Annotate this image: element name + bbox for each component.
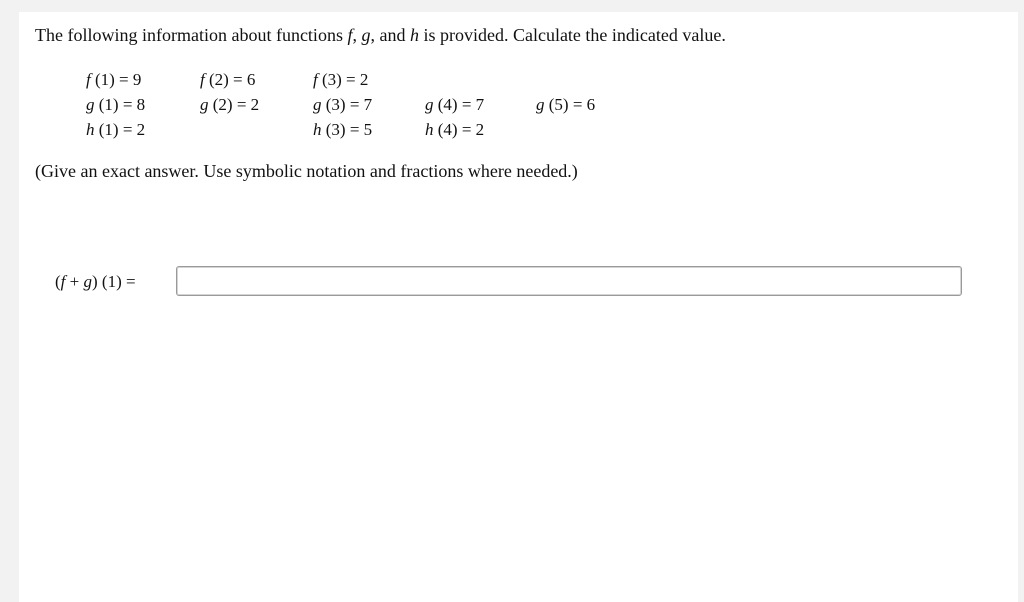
answer-input[interactable]	[176, 266, 962, 296]
value-g-2: g (2) = 2	[200, 95, 260, 114]
prompt-lead: The following information about functions	[35, 25, 348, 45]
value-h-1: h (1) = 2	[86, 120, 146, 139]
value-f-3: f (3) = 2	[313, 70, 369, 89]
prompt-sep2: , and	[370, 25, 410, 45]
prompt-tail: is provided. Calculate the indicated value.	[418, 25, 726, 45]
value-f-1: f (1) = 9	[86, 70, 142, 89]
value-g-1: g (1) = 8	[86, 95, 146, 114]
answer-label: (f + g) (1) =	[55, 272, 136, 291]
value-h-4: h (4) = 2	[425, 120, 485, 139]
value-h-3: h (3) = 5	[313, 120, 373, 139]
value-g-5: g (5) = 6	[536, 95, 596, 114]
answer-instructions: (Give an exact answer. Use symbolic notation and fractions where needed.)	[35, 161, 578, 181]
prompt-sep1: ,	[352, 25, 362, 45]
function-values	[19, 12, 1018, 162]
value-f-2: f (2) = 6	[200, 70, 256, 89]
prompt-h: h	[409, 25, 419, 45]
value-g-4: g (4) = 7	[425, 95, 485, 114]
prompt-f: f	[347, 25, 353, 45]
question-card	[19, 12, 1018, 602]
value-g-3: g (3) = 7	[313, 95, 373, 114]
prompt-g: g	[361, 25, 371, 45]
